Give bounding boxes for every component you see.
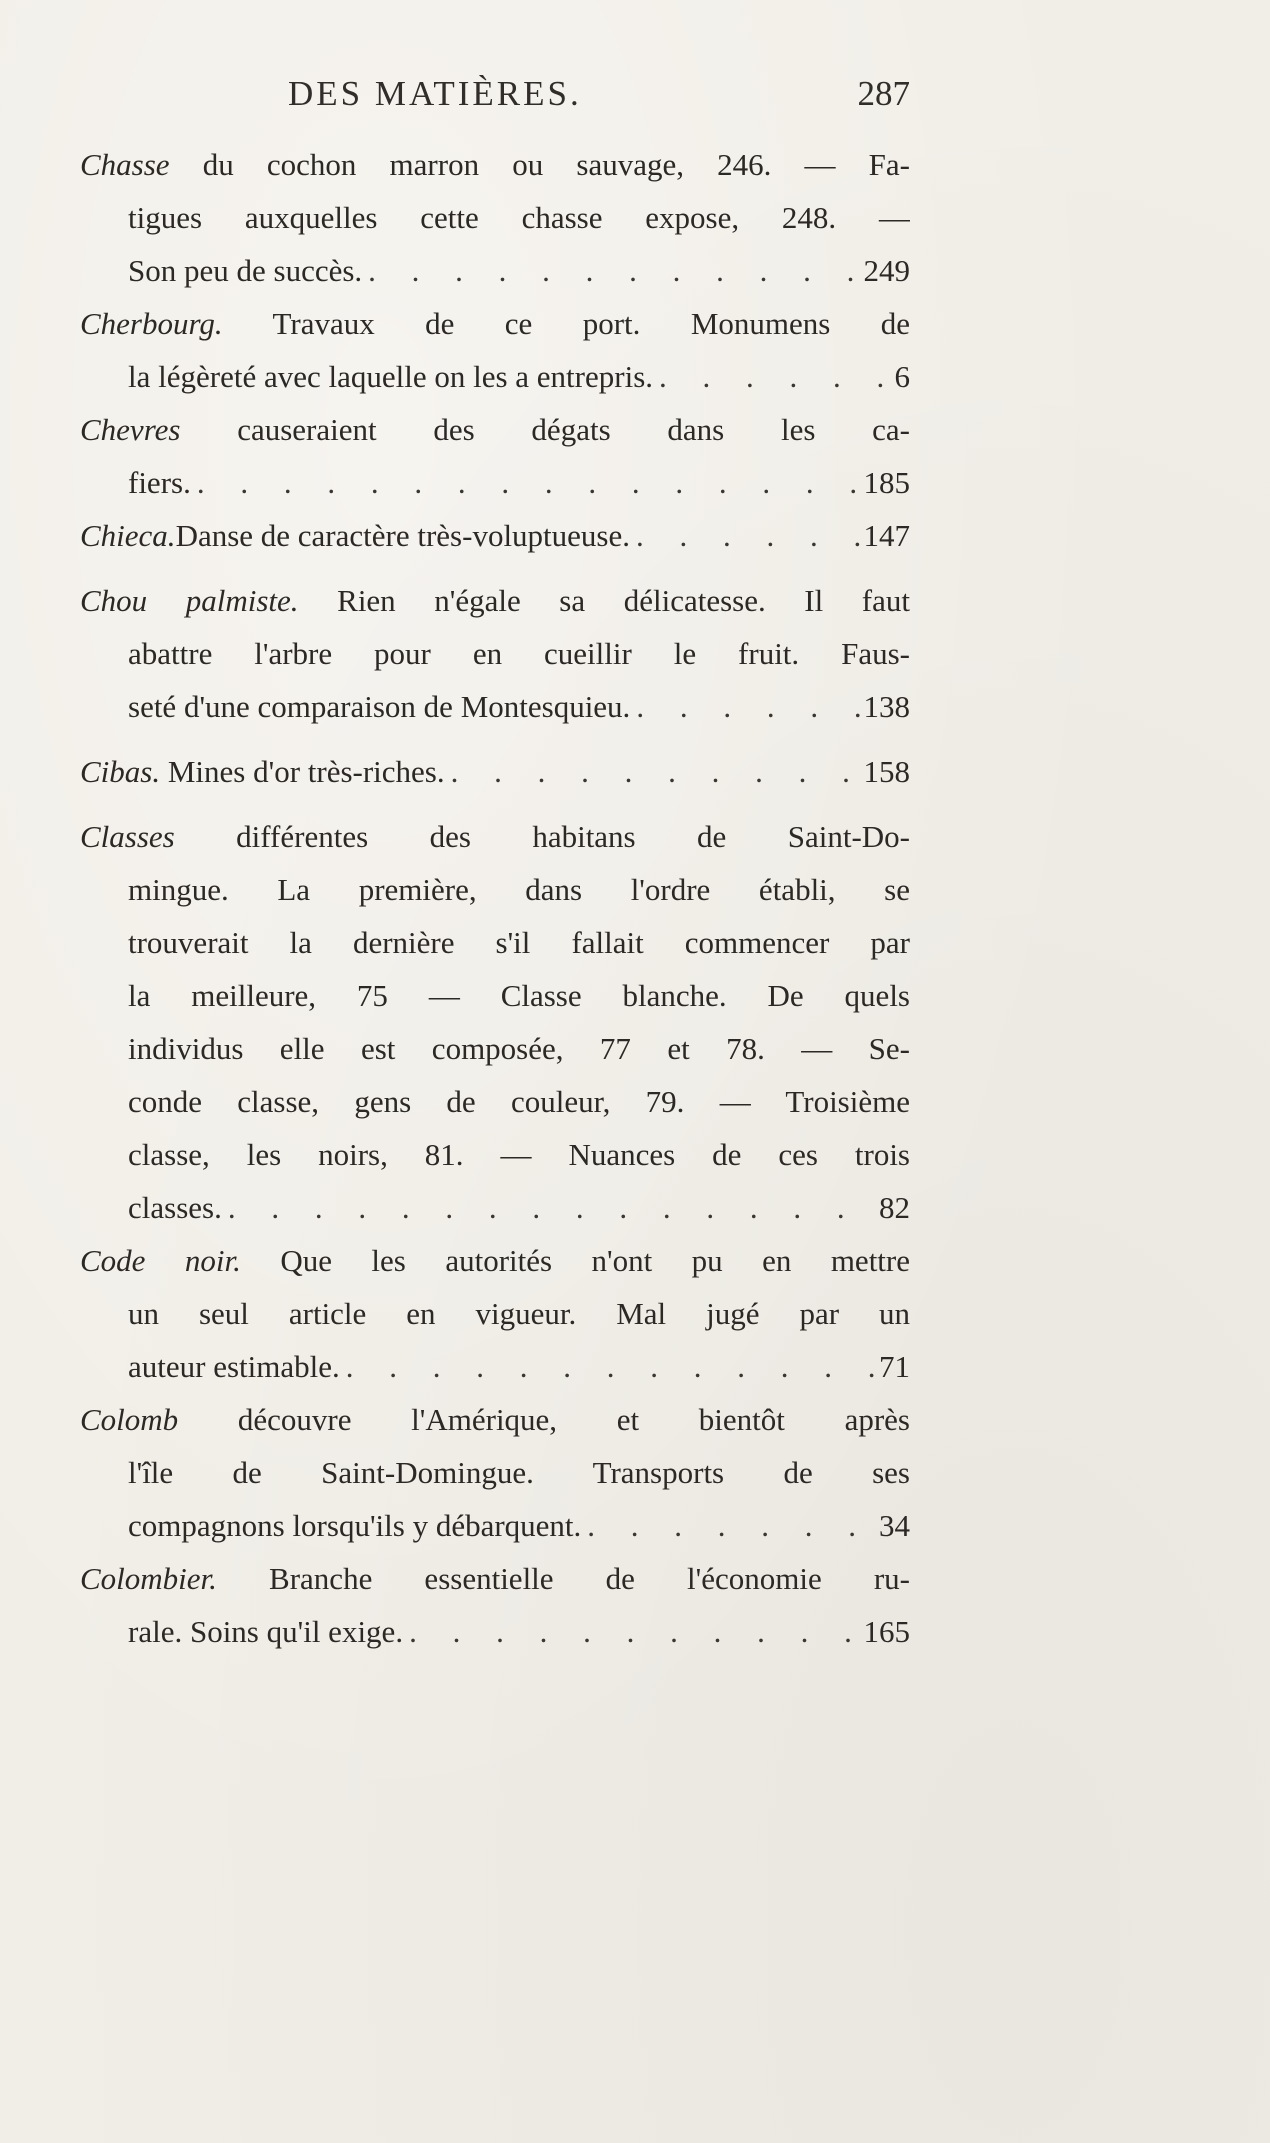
entry-page-number: 138 [863,689,910,724]
entry-text [80,412,910,447]
entry-page-number: 185 [863,465,910,500]
entry-line [80,916,910,969]
entry-body: individus elle est composée, 77 et 78. — Se- [128,1031,910,1066]
entry-body: Que les autorités n'ont pu en mettre [240,1243,910,1278]
index-entry [80,1552,910,1658]
entry-body: abattre l'arbre pour en cueillir le fruit. Faus- [128,636,910,671]
entry-line [80,1552,910,1605]
entry-text [80,147,910,182]
entry-body: causeraient des dégats dans les ca- [180,412,910,447]
index-entry [80,574,910,733]
entry-body: seté d'une comparaison de Montesquieu. [128,689,631,724]
entry-body: Danse de caractère très-voluptueuse. [175,518,630,553]
entry-line [80,244,910,297]
entry-text [128,1296,910,1331]
entry-line [80,627,910,680]
entry-body: un seul article en vigueur. Mal jugé par un [128,1296,910,1331]
entry-page-number: 34 [879,1508,910,1543]
entry-text [128,1031,910,1066]
leader-dots [445,745,864,798]
entry-text [128,680,630,733]
entry-page-number: 71 [879,1349,910,1384]
entry-line [80,1128,910,1181]
entry-text [128,925,910,960]
entry-line [80,863,910,916]
entry-line [80,138,910,191]
entry-body: Son peu de succès. [128,253,363,288]
entry-term: Chasse [80,147,170,182]
entry-body: la meilleure, 75 — Classe blanche. De quels [128,978,910,1013]
entry-line [80,403,910,456]
entry-line [80,350,910,403]
entry-body: fiers. [128,465,191,500]
entry-text [128,636,910,671]
entry-term: Chieca. [80,518,176,553]
entry-text [128,350,653,403]
entry-text [80,1402,910,1437]
entry-body: mingue. La première, dans l'ordre établi, se [128,872,910,907]
entry-line [80,574,910,627]
entry-line [80,1605,910,1658]
index-entry [80,1234,910,1393]
entry-text [80,509,630,562]
entry-text [128,1137,910,1172]
entry-line [80,1393,910,1446]
entry-page-number: 249 [863,253,910,288]
entry-line [80,191,910,244]
leader-dots [222,1181,879,1234]
entry-term: Cibas. [80,754,161,789]
entry-line [80,297,910,350]
entry-term: Classes [80,819,175,854]
entry-text [80,1561,910,1596]
entry-line [80,1340,910,1393]
entry-term: Code noir. [80,1243,241,1278]
entry-term: Cherbourg. [80,306,223,341]
entry-term: Colombier. [80,1561,217,1596]
entry-page-number: 6 [894,359,910,394]
index-entry [80,1393,910,1552]
entry-page-number: 158 [863,754,910,789]
entry-text [128,1455,910,1490]
entry-body: tigues auxquelles cette chasse expose, 248. — [128,200,910,235]
entry-text [80,745,445,798]
entry-line [80,509,910,562]
entry-body: classe, les noirs, 81. — Nuances de ces trois [128,1137,910,1172]
index-entry [80,509,910,562]
entry-line [80,1499,910,1552]
leader-dots [191,456,864,509]
leader-dots [630,509,864,562]
entry-text [128,456,191,509]
entry-text [128,872,910,907]
entry-text [80,306,910,341]
entry-text [128,200,910,235]
entry-line [80,745,910,798]
entry-body: conde classe, gens de couleur, 79. — Troisième [128,1084,910,1119]
entry-body: rale. Soins qu'il exige. [128,1614,404,1649]
entry-text [128,1605,403,1658]
index-entry [80,297,910,403]
leader-dots [653,350,894,403]
entry-page-number: 165 [863,1614,910,1649]
entry-body: compagnons lorsqu'ils y débarquent. [128,1508,582,1543]
entry-text [128,1181,222,1234]
entry-line [80,810,910,863]
entry-body: Rien n'égale sa délicatesse. Il faut [298,583,910,618]
entry-body: auteur estimable. [128,1349,340,1384]
index-entries [80,138,910,1658]
index-entry [80,403,910,509]
entry-text [80,819,910,854]
entry-body: du cochon marron ou sauvage, 246. — Fa- [169,147,910,182]
entry-term: Chevres [80,412,181,447]
entry-line [80,1234,910,1287]
leader-dots [581,1499,879,1552]
entry-body: la légèreté avec laquelle on les a entrepris. [128,359,654,394]
running-head [80,74,910,124]
entry-body: Mines d'or très-riches. [160,754,445,789]
leader-dots [362,244,863,297]
leader-dots [403,1605,863,1658]
entry-body: Travaux de ce port. Monumens de [222,306,910,341]
entry-line [80,969,910,1022]
entry-body: trouverait la dernière s'il fallait commencer par [128,925,910,960]
leader-dots [340,1340,879,1393]
index-entry [80,138,910,297]
entry-body: classes. [128,1190,222,1225]
entry-body: différentes des habitans de Saint-Do- [174,819,910,854]
entry-text [128,978,910,1013]
entry-line [80,1181,910,1234]
entry-text [128,1084,910,1119]
entry-page-number: 147 [863,518,910,553]
entry-line [80,1446,910,1499]
entry-text [80,583,910,618]
entry-body: découvre l'Amérique, et bientôt après [178,1402,910,1437]
entry-page-number: 82 [879,1190,910,1225]
page-number: 287 [857,74,910,113]
entry-term: Colomb [80,1402,179,1437]
entry-text [128,1499,581,1552]
entry-text [80,1243,910,1278]
entry-line [80,1075,910,1128]
entry-body: Branche essentielle de l'économie ru- [216,1561,910,1596]
entry-line [80,1287,910,1340]
entry-body: l'île de Saint-Domingue. Transports de ses [128,1455,910,1490]
entry-text [128,244,362,297]
index-entry [80,810,910,1234]
running-head-title: DES MATIÈRES. [288,74,582,113]
entry-line [80,680,910,733]
entry-text [128,1340,340,1393]
entry-line [80,1022,910,1075]
index-entry [80,745,910,798]
entry-term: Chou palmiste. [80,583,299,618]
leader-dots [630,680,863,733]
entry-line [80,456,910,509]
